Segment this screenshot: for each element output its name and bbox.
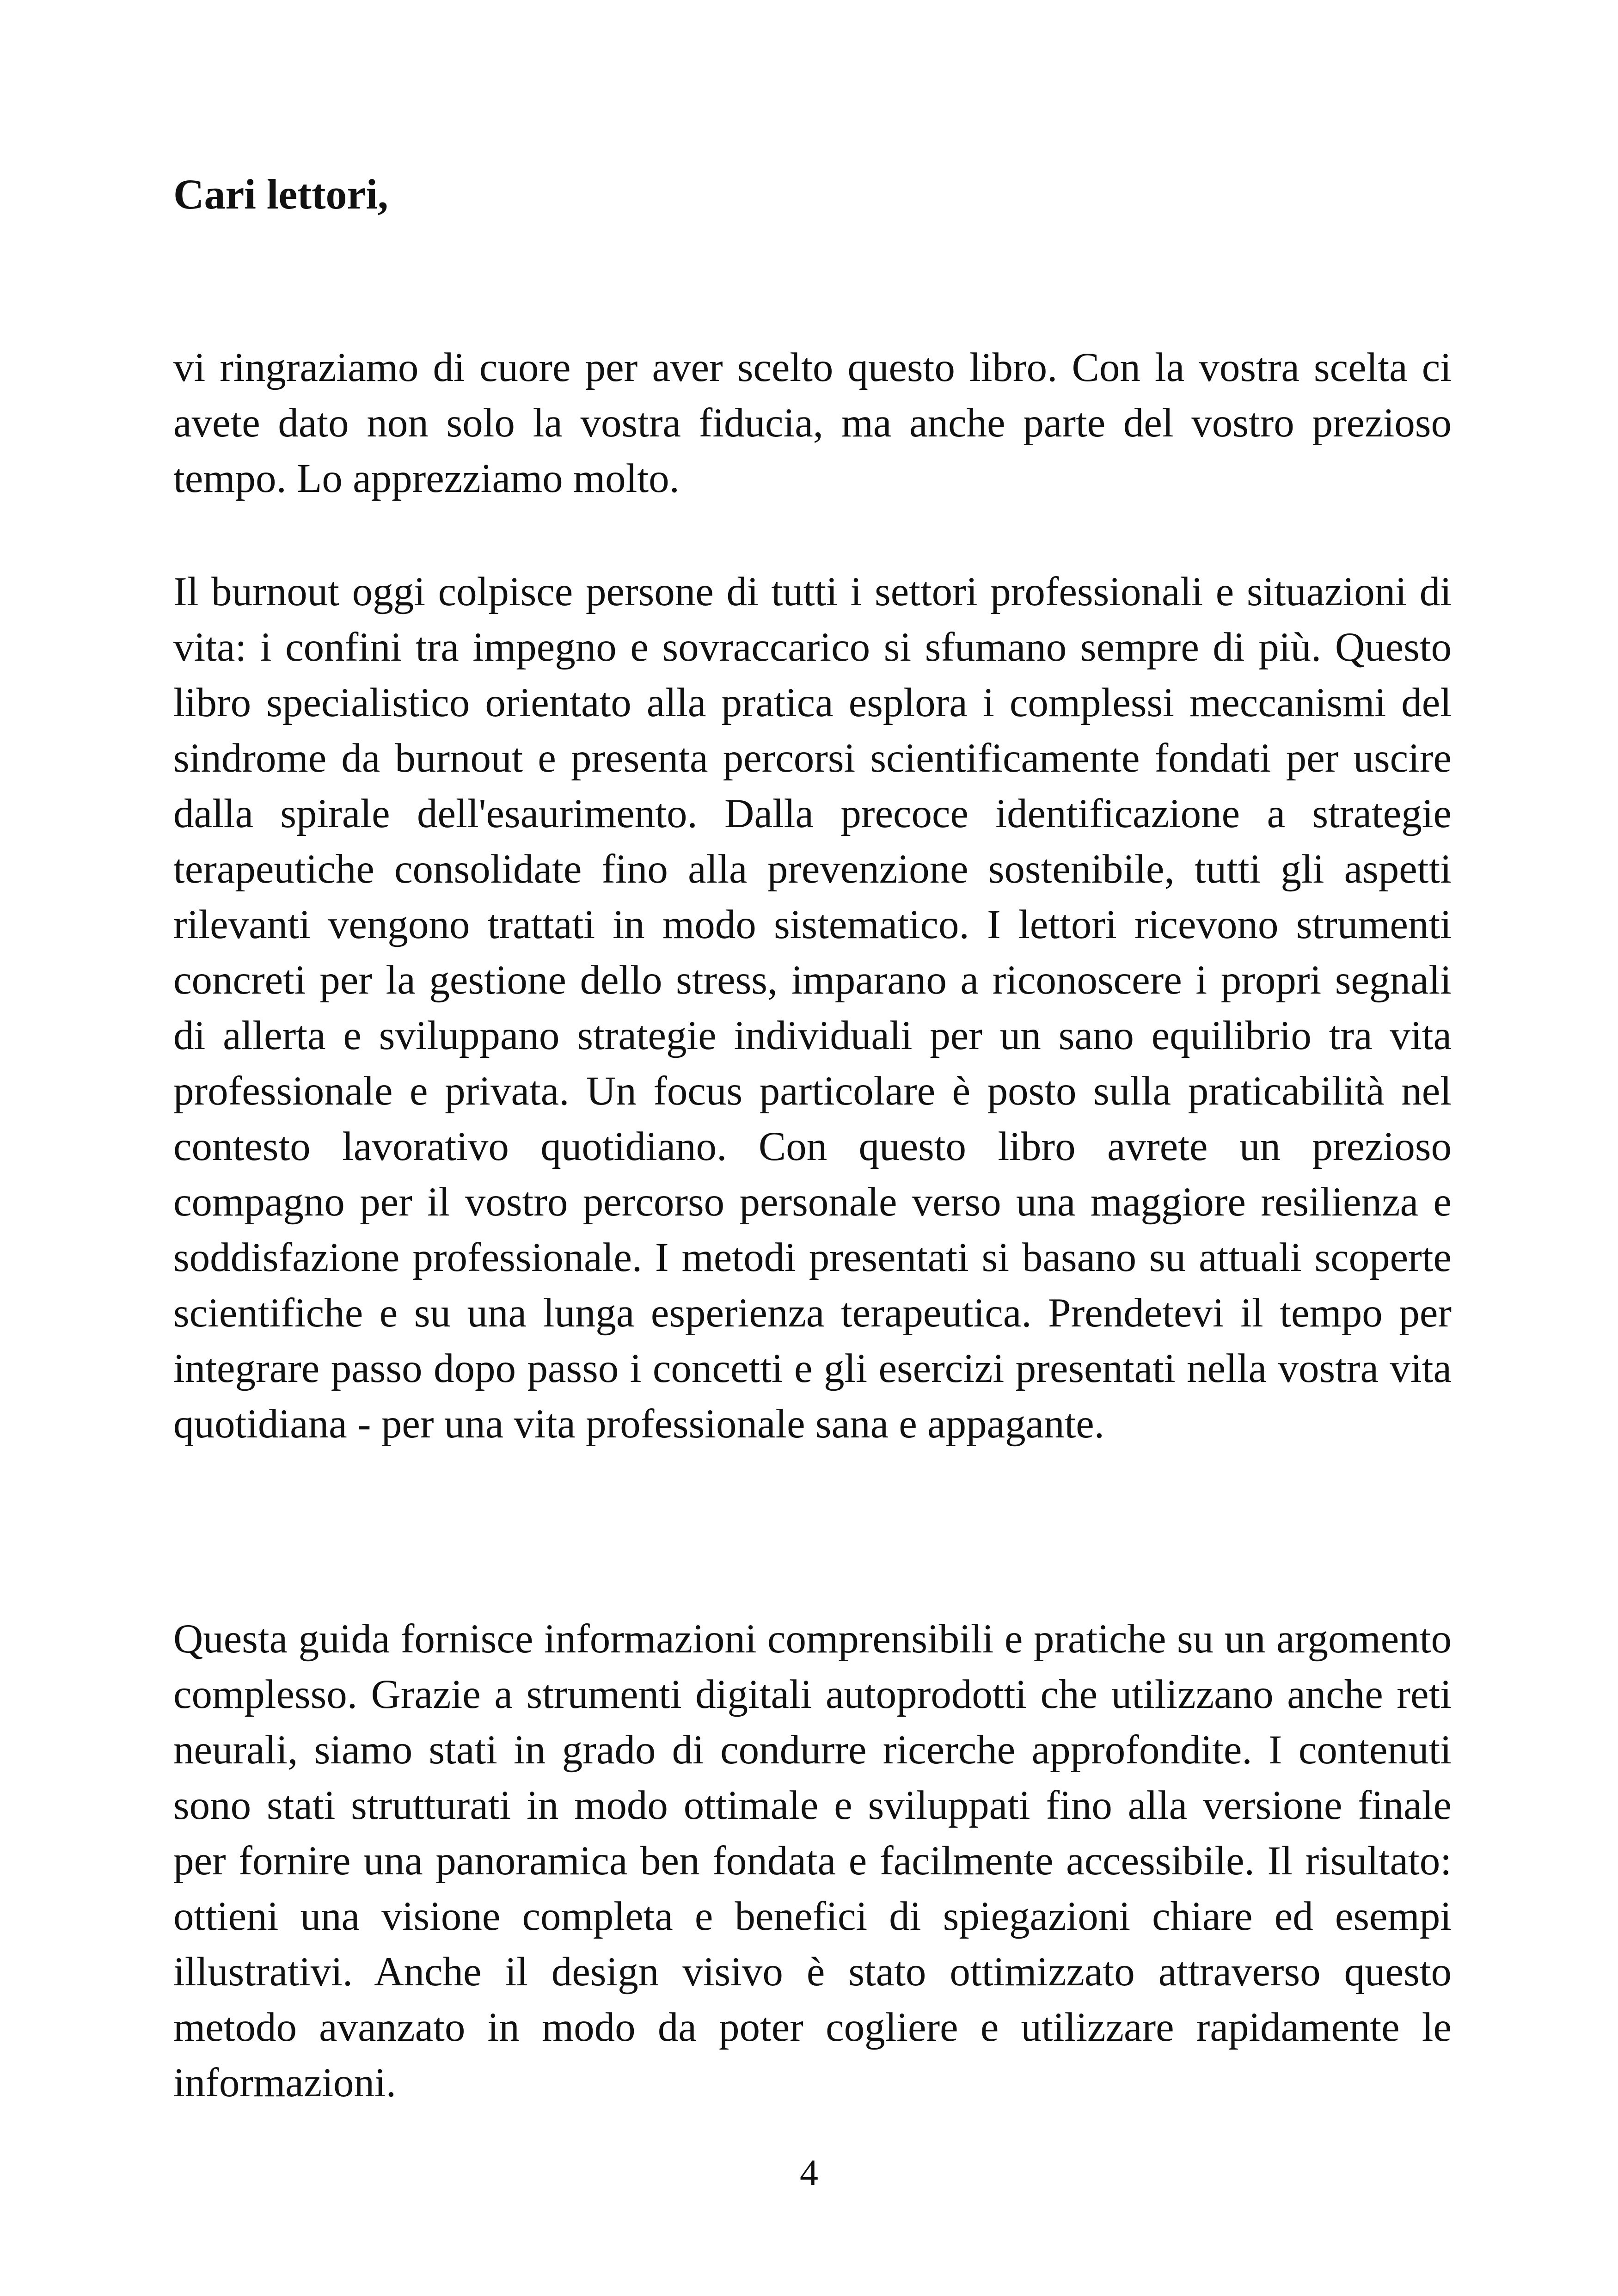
greeting-heading: Cari lettori, [173, 171, 388, 218]
page-number: 4 [800, 2153, 818, 2193]
paragraph-guide-method: Questa guida fornisce informazioni comprensibili e pratiche su un argomento complesso. Grazie a strumenti digitali autoprodotti che utilizzano anche reti neurali, siamo stati in grado di condurre ricerche approfondite. I contenuti sono stati strutturati in modo ottimale e sviluppati fino alla versione finale per fornire una panoramica ben fondata e facilmente accessibile. Il risultato: ottieni una visione completa e benefici di spiegazioni chiare ed esempi illustrativi. Anche il design visivo è stato ottimizzato attraverso questo metodo avanzato in modo da poter cogliere e utilizzare rapidamente le informazioni. [173, 1616, 1452, 2106]
paragraph-book-description: Il burnout oggi colpisce persone di tutti i settori professionali e situazioni di vita: i confini tra impegno e sovraccarico si sfumano sempre di più. Questo libro specialistico orientato alla pratica esplora i complessi meccanismi del sindrome da burnout e presenta percorsi scientificamente fondati per uscire dalla spirale dell'esaurimento. Dalla precoce identificazione a strategie terapeutiche consolidate fino alla prevenzione sostenibile, tutti gli aspetti rilevanti vengono trattati in modo sistematico. I lettori ricevono strumenti concreti per la gestione dello stress, imparano a riconoscere i propri segnali di allerta e sviluppano strategie individuali per un sano equilibrio tra vita professionale e privata. Un focus particolare è posto sulla praticabilità nel contesto lavorativo quotidiano. Con questo libro avrete un prezioso compagno per il vostro percorso personale verso una maggiore resilienza e soddisfazione professionale. I metodi presentati si basano su attuali scoperte scientifiche e su una lunga esperienza terapeutica. Prendetevi il tempo per integrare passo dopo passo i concetti e gli esercizi presentati nella vostra vita quotidiana - per una vita professionale sana e appagante. [173, 569, 1452, 1447]
paragraph-thanks: vi ringraziamo di cuore per aver scelto questo libro. Con la vostra scelta ci avete dato non solo la vostra fiducia, ma anche parte del vostro prezioso tempo. Lo apprezziamo molto. [173, 345, 1452, 501]
